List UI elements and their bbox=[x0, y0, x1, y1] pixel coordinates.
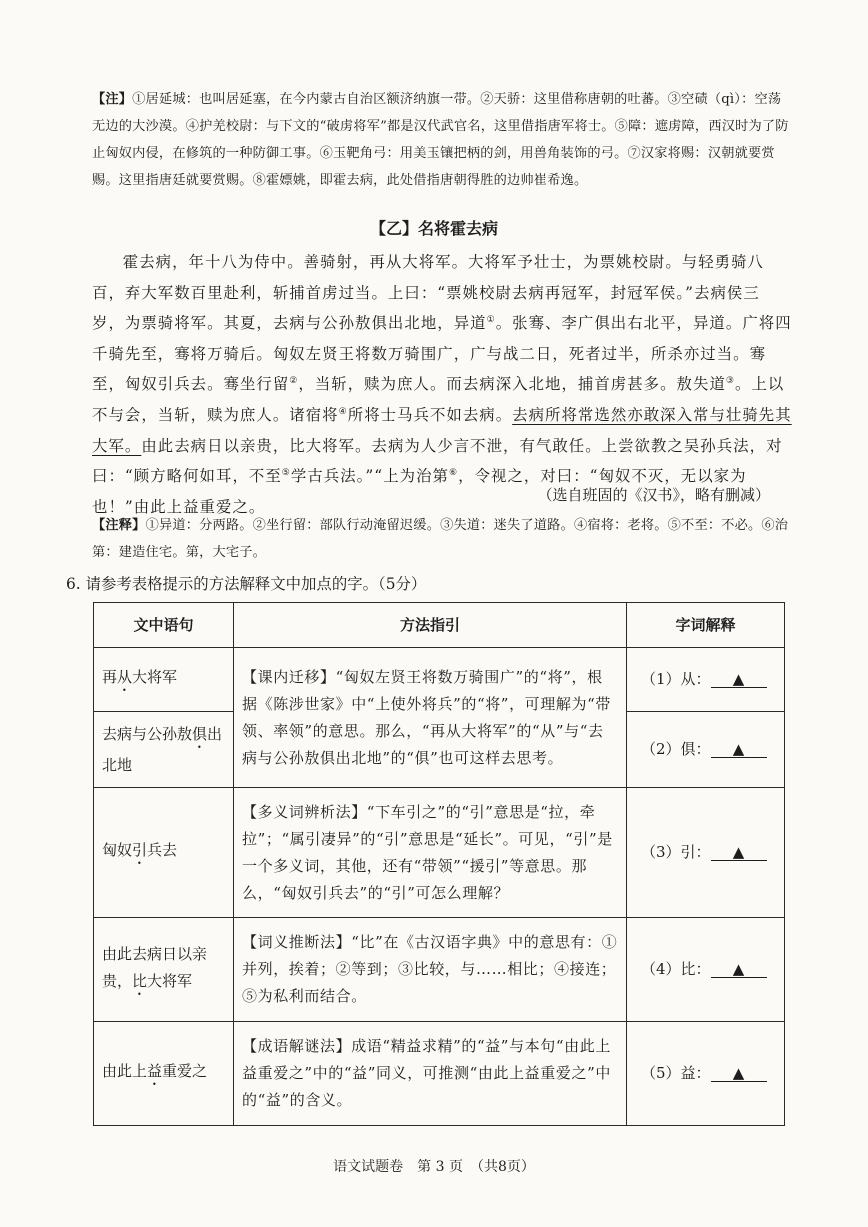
method-cell: 【课内迁移】“匈奴左贤王将数万骑围广”的“将”，根据《陈涉世家》中“上使外将兵”的“将”，可理解为“带领、率领”的意思。那么，“再从大将军”的“从”与“去病与公孙敖俱出北地”的“俱”也可这样去思考。 bbox=[234, 648, 627, 788]
answer-cell: （3）引： ▲ bbox=[627, 788, 785, 918]
passage-text: ，当斩，赎为庶人。而去病深入北地，捕首虏甚多。敖失道 bbox=[298, 375, 726, 394]
table-row bbox=[94, 788, 785, 918]
answer-blank[interactable] bbox=[711, 671, 767, 688]
dotted-char: 俱 bbox=[192, 724, 208, 743]
sentence-cell: 再从大将军 bbox=[94, 648, 234, 712]
question-6: 6. 请参考表格提示的方法解释文中加点的字。（5分） bbox=[66, 575, 427, 593]
table-row bbox=[94, 918, 785, 1022]
triangle-icon: ▲ bbox=[732, 1064, 745, 1082]
dotted-char: 益 bbox=[147, 1062, 163, 1080]
answer-cell: （5）益： ▲ bbox=[627, 1022, 785, 1126]
answer-cell: （2）俱： ▲ bbox=[627, 712, 785, 788]
answer-cell: （4）比： ▲ bbox=[627, 918, 785, 1022]
passage-text: 所将士马兵不如去病。 bbox=[347, 405, 513, 424]
triangle-icon: ▲ bbox=[732, 670, 745, 688]
sentence-cell: 匈奴引兵去 bbox=[94, 788, 234, 918]
footnote-marker: ④ bbox=[338, 406, 348, 417]
top-annotation-note bbox=[92, 86, 792, 194]
footnote-marker: ① bbox=[486, 315, 496, 326]
header-explanation: 字词解释 bbox=[627, 603, 785, 648]
section-title: 【乙】名将霍去病 bbox=[369, 219, 498, 238]
dotted-char: 比 bbox=[132, 971, 148, 990]
footnote-marker: ⑤ bbox=[281, 468, 291, 479]
classical-passage bbox=[92, 247, 792, 522]
method-table bbox=[93, 602, 785, 1126]
source-citation: （选自班固的《汉书》，略有删减） bbox=[537, 486, 770, 504]
footnote-marker: ③ bbox=[725, 376, 736, 387]
triangle-icon: ▲ bbox=[732, 740, 745, 758]
triangle-icon: ▲ bbox=[732, 843, 745, 861]
dotted-char: 引 bbox=[132, 841, 148, 859]
passage-text: 。张骞、李广俱出右北平，异道。广将四千骑先至，骞将万骑后。匈奴左贤王将数万骑围广，广与战二日，死者过半，所杀亦过当。骞至，匈奴引兵去。骞坐行留 bbox=[92, 314, 792, 394]
passage-text: ，令视之，对曰：“匈奴不灭，无以家为也！”由此上益重爱之。 bbox=[92, 467, 747, 516]
header-sentence: 文中语句 bbox=[94, 603, 234, 648]
passage-text: 霍去病，年十八为侍中。善骑射，再从大将军。大将军予壮士，为票姚校尉。与轻勇骑八百，弃大军数百里赴利，斩捕首虏过当。上曰：“票姚校尉去病再冠军，封冠军侯。”去病侯三岁，为票骑将军。其夏，去病与公孙敖俱出北地，异道 bbox=[92, 253, 764, 333]
underlined-sentence: 去病所将常选然亦敢深入常与壮骑先其大军。 bbox=[92, 405, 792, 455]
passage-text: 由此去病日以亲贵，比大将军。去病为人少言不泄，有气敢任。上尝欲教之吴孙兵法，对曰：“顾方略何如耳，不至 bbox=[92, 436, 783, 486]
answer-blank[interactable] bbox=[711, 961, 767, 978]
answer-blank[interactable] bbox=[711, 1065, 767, 1082]
note-text: ①居延城：也叫居延塞，在今内蒙古自治区额济纳旗一带。②天骄：这里借称唐朝的吐蕃。③空碛（qì）：空荡无边的大沙漠。④护羌校尉：与下文的“破虏将军”都是汉代武官名，这里借指唐军将士。⑤障：遮虏障，西汉时为了防止匈奴内侵，在修筑的一种防御工事。⑥玉靶角弓：用美玉镶把柄的剑，用兽角装饰的弓。⑦汉家将赐：汉朝就要赏赐。这里指唐廷就要赏赐。⑧霍嫖姚，即霍去病，此处借指唐朝得胜的边帅崔希逸。 bbox=[92, 92, 789, 188]
method-cell: 【词义推断法】“比”在《古汉语字典》中的意思有：①并列，挨着；②等到；③比较，与……相比；④接连；⑤为私利而结合。 bbox=[234, 918, 627, 1022]
answer-blank[interactable] bbox=[711, 741, 767, 758]
passage-text: 。上以不与会，当斩，赎为庶人。诸宿将 bbox=[92, 375, 785, 424]
footnote-marker: ② bbox=[289, 376, 299, 387]
header-method: 方法指引 bbox=[234, 603, 627, 648]
sentence-cell: 由此上益重爱之 bbox=[94, 1022, 234, 1126]
triangle-icon: ▲ bbox=[732, 960, 745, 978]
answer-blank[interactable] bbox=[711, 844, 767, 861]
method-cell: 【成语解谜法】成语“精益求精”的“益”与本句“由此上益重爱之”中的“益”同义，可推测“由此上益重爱之”中的“益”的含义。 bbox=[234, 1022, 627, 1126]
table-row bbox=[94, 1022, 785, 1126]
note-text: ①异道：分两路。②坐行留：部队行动淹留迟缓。③失道：迷失了道路。④宿将：老将。⑤不至：不必。⑥治第：建造住宅。第，大宅子。 bbox=[92, 518, 789, 560]
sentence-cell: 由此去病日以亲贵，比大将军 bbox=[94, 918, 234, 1022]
sentence-cell: 去病与公孙敖俱出北地 bbox=[94, 712, 234, 788]
answer-cell: （1）从： ▲ bbox=[627, 648, 785, 712]
bottom-annotation-note bbox=[92, 512, 792, 566]
dotted-char: 从 bbox=[117, 668, 133, 686]
footnote-marker: ⑥ bbox=[449, 468, 459, 479]
method-cell: 【多义词辨析法】“下车引之”的“引”意思是“拉，牵拉”；“属引凄异”的“引”意思是“延长”。可见，“引”是一个多义词，其他，还有“带领”“援引”等意思。那么，“匈奴引兵去”的“引”可怎么理解？ bbox=[234, 788, 627, 918]
page-footer: 语文试题卷 第 3 页 （共8页） bbox=[333, 1159, 535, 1175]
table-row bbox=[94, 648, 785, 712]
note-label: 【注】 bbox=[92, 92, 133, 107]
passage-text: 学古兵法。”“上为治第 bbox=[290, 467, 449, 486]
table-header-row bbox=[94, 603, 785, 648]
note-label: 【注释】 bbox=[92, 518, 146, 533]
